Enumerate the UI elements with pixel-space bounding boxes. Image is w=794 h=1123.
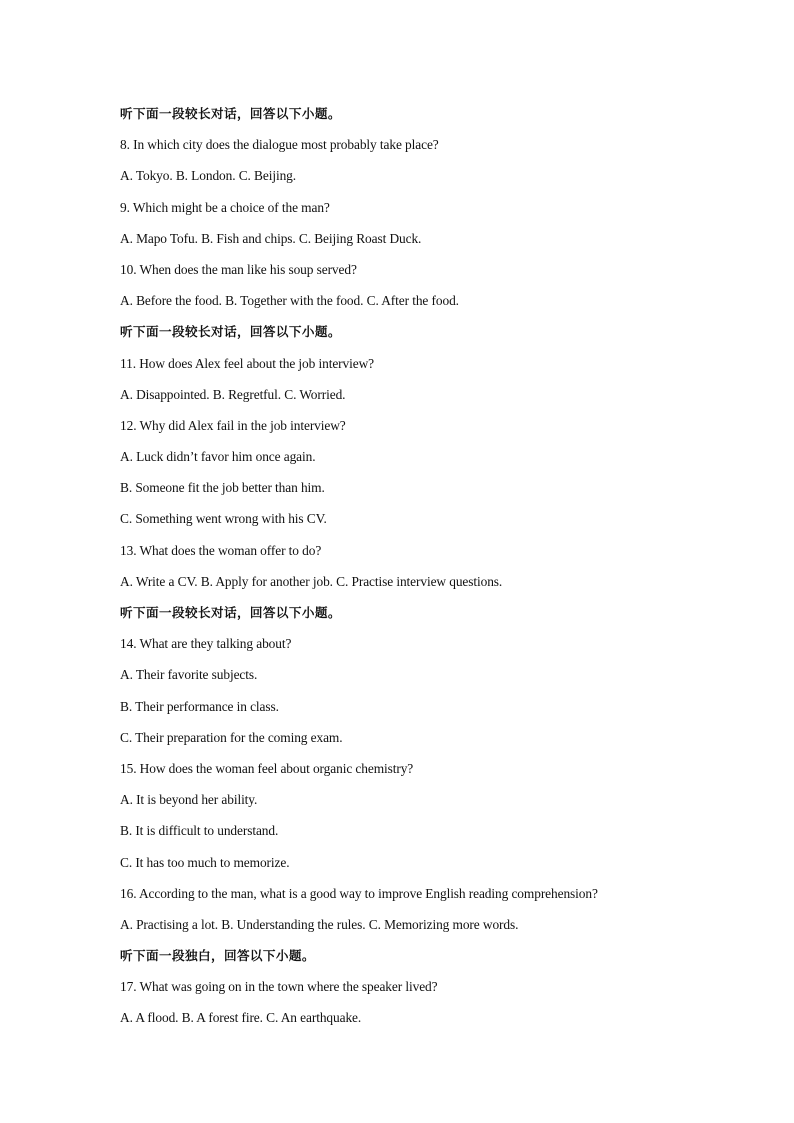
question-12-option-b: B. Someone fit the job better than him.	[120, 480, 325, 496]
question-14-option-b: B. Their performance in class.	[120, 698, 279, 714]
question-8-options: A. Tokyo. B. London. C. Beijing.	[120, 168, 297, 184]
question-15: 15. How does the woman feel about organic chemistry?	[120, 760, 414, 776]
section-heading: 听下面一段较长对话，回答以下小题。	[120, 324, 341, 340]
question-14-option-c: C. Their preparation for the coming exam.	[120, 729, 343, 745]
question-10: 10. When does the man like his soup served?	[120, 261, 357, 277]
question-14-option-a: A. Their favorite subjects.	[120, 667, 258, 683]
question-13-options: A. Write a CV. B. Apply for another job. C. Practise interview questions.	[120, 573, 503, 589]
question-14: 14. What are they talking about?	[120, 636, 292, 652]
question-9: 9. Which might be a choice of the man?	[120, 199, 330, 215]
question-15-option-c: C. It has too much to memorize.	[120, 854, 290, 870]
exam-page	[120, 100, 740, 1036]
section-heading: 听下面一段较长对话，回答以下小题。	[120, 605, 341, 620]
question-13: 13. What does the woman offer to do?	[120, 542, 322, 558]
section-heading: 听下面一段独白，回答以下小题。	[120, 948, 315, 964]
question-9-options: A. Mapo Tofu. B. Fish and chips. C. Beijing Roast Duck.	[120, 230, 422, 246]
question-8: 8. In which city does the dialogue most probably take place?	[120, 137, 439, 153]
question-11-options: A. Disappointed. B. Regretful. C. Worried.	[120, 386, 346, 402]
question-12: 12. Why did Alex fail in the job interview?	[120, 417, 346, 433]
question-17-options: A. A flood. B. A forest fire. C. An earthquake.	[120, 1010, 362, 1026]
question-11: 11. How does Alex feel about the job interview?	[120, 355, 374, 371]
question-16: 16. According to the man, what is a good way to improve English reading comprehension?	[120, 885, 598, 901]
question-15-option-b: B. It is difficult to understand.	[120, 823, 279, 839]
question-15-option-a: A. It is beyond her ability.	[120, 792, 258, 808]
question-16-options: A. Practising a lot. B. Understanding the rules. C. Memorizing more words.	[120, 916, 519, 932]
question-10-options: A. Before the food. B. Together with the food. C. After the food.	[120, 293, 459, 309]
question-12-option-a: A. Luck didn’t favor him once again.	[120, 449, 316, 465]
question-12-option-c: C. Something went wrong with his CV.	[120, 511, 327, 527]
question-17: 17. What was going on in the town where the speaker lived?	[120, 979, 438, 995]
section-heading: 听下面一段较长对话，回答以下小题。	[120, 106, 341, 121]
